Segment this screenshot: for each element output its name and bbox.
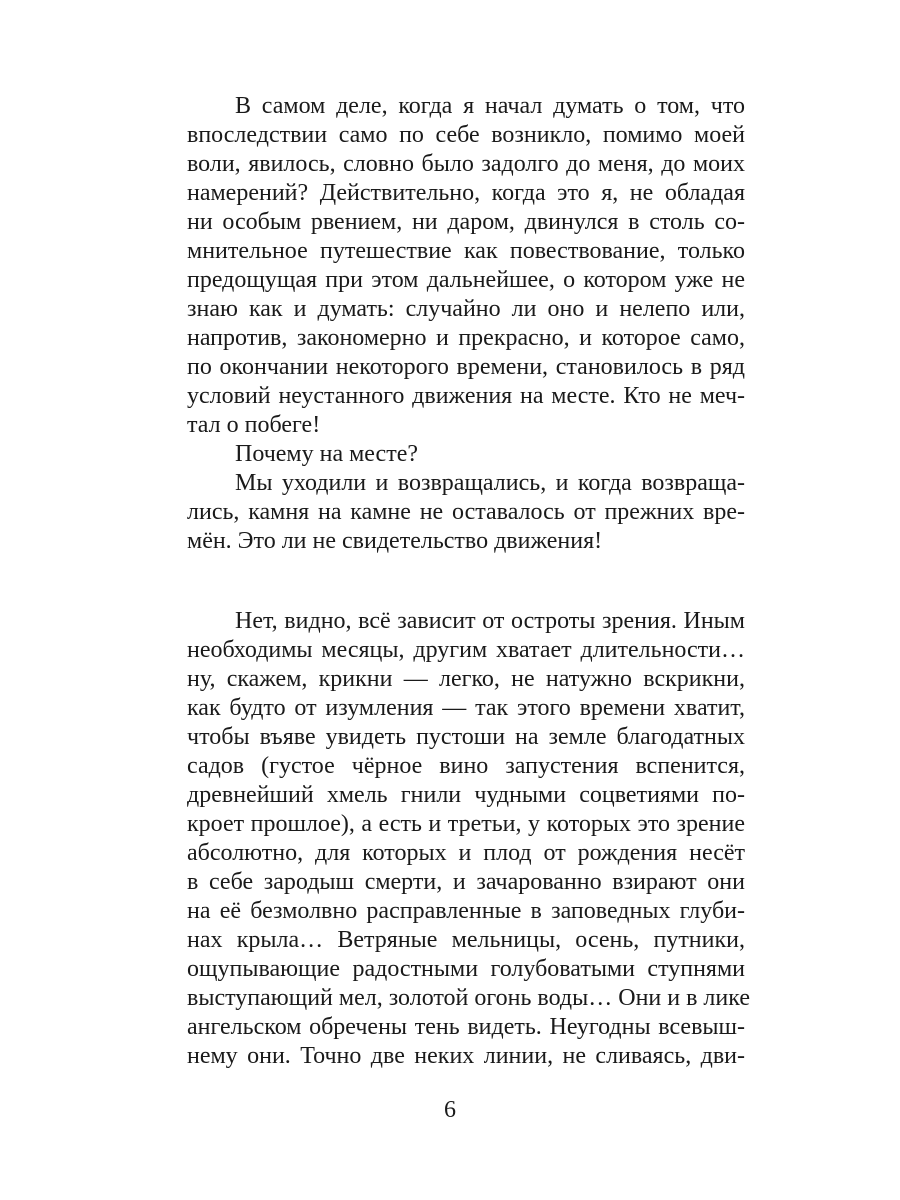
text-line: В самом деле, когда я начал думать о том, что <box>235 93 745 119</box>
text-line: предощущая при этом дальнейшее, о котором уже не <box>187 267 745 293</box>
paragraph <box>187 92 745 440</box>
text-line: чтобы въяве увидеть пустоши на земле благодатных <box>187 724 745 750</box>
text-line: кроет прошлое), а есть и третьи, у которых это зрение <box>187 811 745 837</box>
text-line: нему они. Точно две неких линии, не сливаясь, дви- <box>187 1043 745 1069</box>
text-line: по окончании некоторого времени, становилось в ряд <box>187 354 745 380</box>
text-line: впоследствии само по себе возникло, помимо моей <box>187 122 745 148</box>
text-section-2 <box>187 607 750 1071</box>
text-line: Нет, видно, всё зависит от остроты зрения. Иным <box>235 608 745 634</box>
text-line: как будто от изумления — так этого времени хватит, <box>187 695 745 721</box>
paragraph <box>187 440 745 469</box>
text-line: лись, камня на камне не оставалось от прежних вре- <box>187 499 745 525</box>
text-line: на её безмолвно расправленные в заповедных глуби- <box>187 898 745 924</box>
text-line: выступающий мел, золотой огонь воды… Они и в лике <box>187 985 750 1011</box>
text-line: напротив, закономерно и прекрасно, и которое само, <box>187 325 745 351</box>
text-line: в себе зародыш смерти, и зачарованно взирают они <box>187 869 745 895</box>
page-number: 6 <box>444 1097 456 1123</box>
text-line: ангельском обречены тень видеть. Неугодны всевыш- <box>187 1014 745 1040</box>
text-line: нах крыла… Ветряные мельницы, осень, путники, <box>187 927 745 953</box>
text-line: ощупывающие радостными голубоватыми ступнями <box>187 956 745 982</box>
text-line: мён. Это ли не свидетельство движения! <box>187 528 603 554</box>
text-line: мнительное путешествие как повествование, только <box>187 238 745 264</box>
text-line: необходимы месяцы, другим хватает длительности… <box>187 637 745 663</box>
text-line: ни особым рвением, ни даром, двинулся в столь со- <box>187 209 745 235</box>
text-line: абсолютно, для которых и плод от рождения несёт <box>187 840 745 866</box>
text-line: Почему на месте? <box>235 441 418 467</box>
text-line: Мы уходили и возвращались, и когда возвраща- <box>235 470 745 496</box>
text-section-1 <box>187 92 745 556</box>
text-line: намерений? Действительно, когда это я, не обладая <box>187 180 745 206</box>
text-line: знаю как и думать: случайно ли оно и нелепо или, <box>187 296 745 322</box>
text-line: условий неустанного движения на месте. Кто не меч- <box>187 383 745 409</box>
paragraph <box>187 469 745 556</box>
text-line: ну, скажем, крикни — легко, не натужно вскрикни, <box>187 666 745 692</box>
text-line: воли, явилось, словно было задолго до меня, до моих <box>187 151 745 177</box>
paragraph <box>187 607 750 1071</box>
text-line: тал о побеге! <box>187 412 321 438</box>
text-line: садов (густое чёрное вино запустения вспенится, <box>187 753 745 779</box>
text-line: древнейший хмель гнили чудными соцветиями по- <box>187 782 745 808</box>
